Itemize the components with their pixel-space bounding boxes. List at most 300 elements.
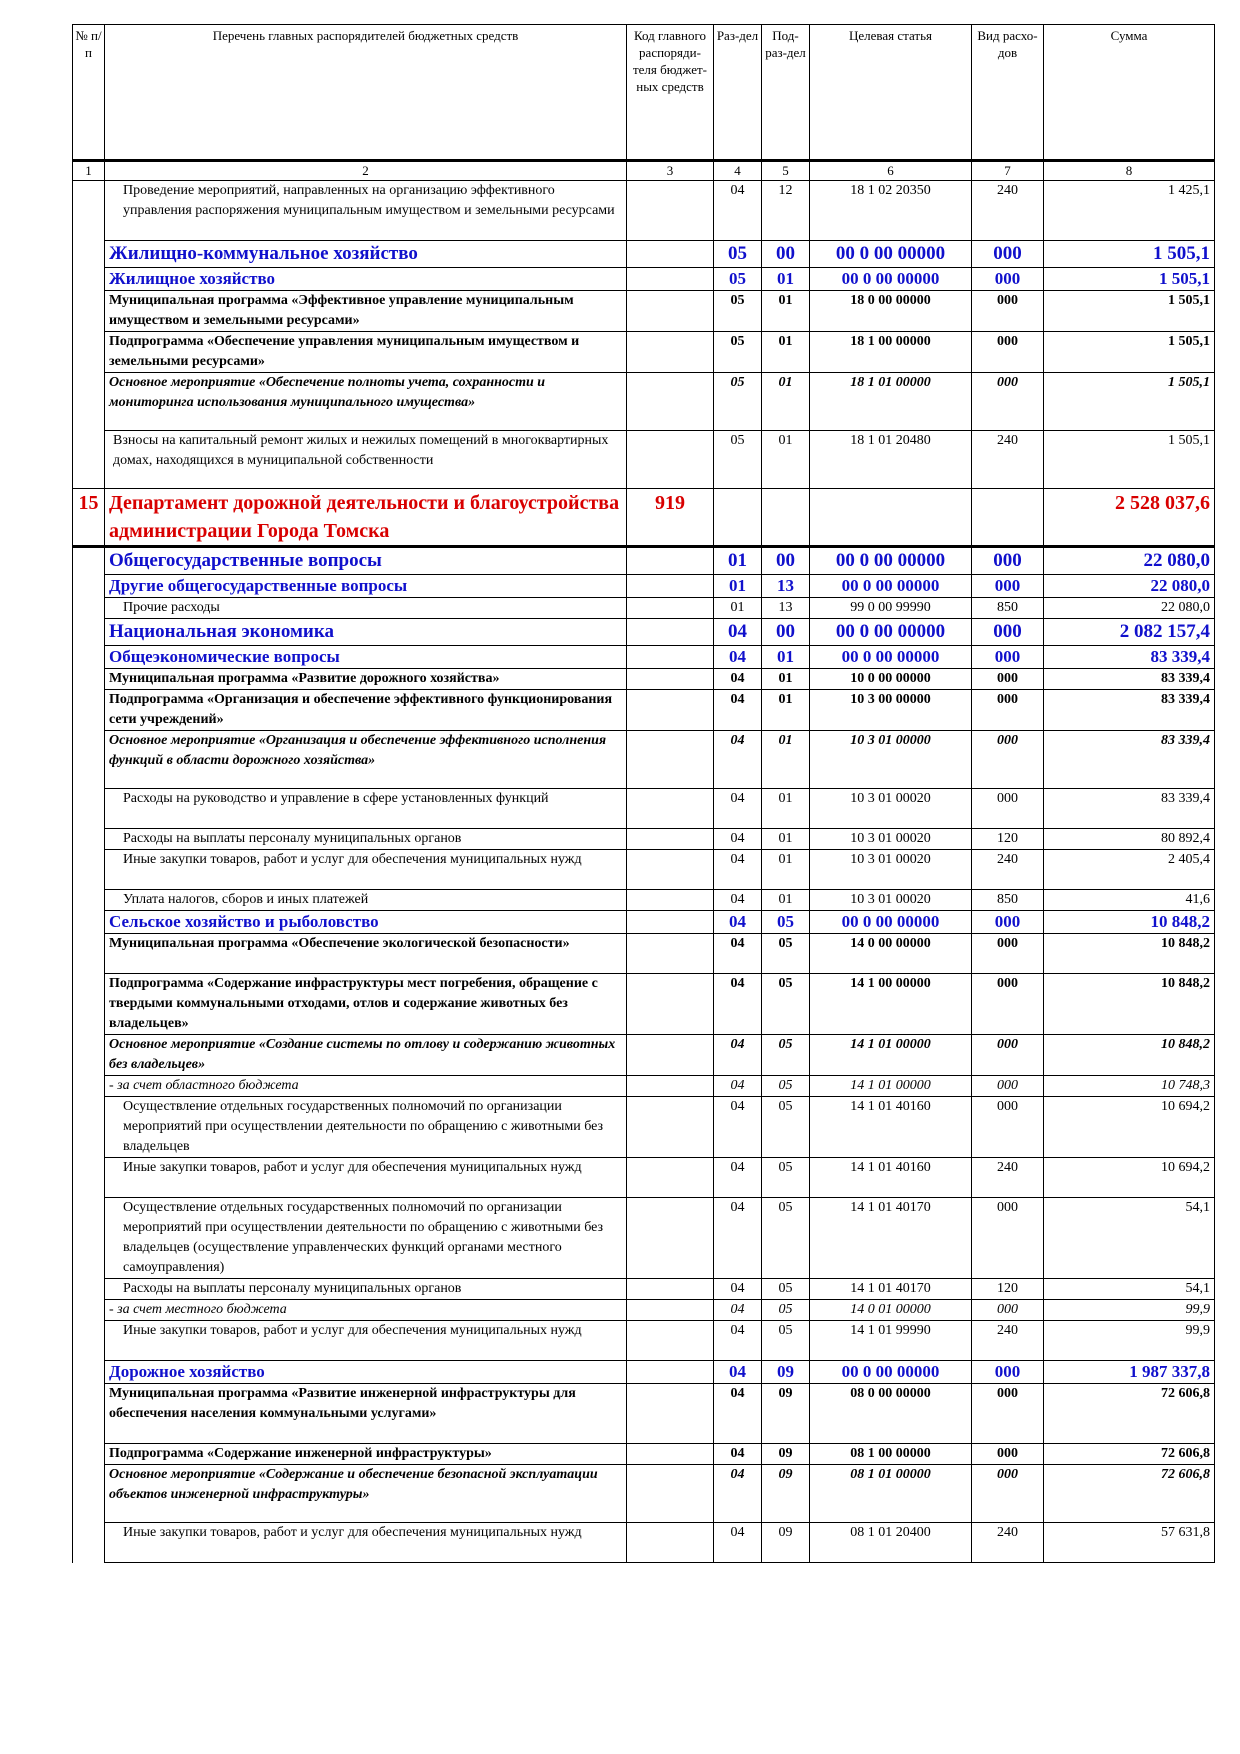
cell-code: [627, 731, 714, 789]
cell-article: 18 1 01 00000: [810, 373, 972, 431]
cell-sum: 10 848,2: [1044, 974, 1215, 1035]
cell-name: Подпрограмма «Содержание инженерной инфраструктуры»: [105, 1444, 627, 1465]
cell-num: [73, 1158, 105, 1198]
cell-article: 14 1 01 00000: [810, 1076, 972, 1097]
cell-code: [627, 619, 714, 646]
cell-sum: 83 339,4: [1044, 731, 1215, 789]
cell-razdel: 04: [714, 646, 762, 669]
cell-razdel: 04: [714, 1035, 762, 1076]
cell-article: 14 1 01 99990: [810, 1321, 972, 1361]
cell-vid: 000: [972, 241, 1044, 268]
cell-vid: 000: [972, 1035, 1044, 1076]
cell-num: [73, 1444, 105, 1465]
cell-podrazdel: 05: [762, 911, 810, 934]
cell-code: [627, 1465, 714, 1523]
table-header-row: [73, 25, 1215, 161]
cell-sum: 57 631,8: [1044, 1523, 1215, 1563]
cell-razdel: 04: [714, 1523, 762, 1563]
cell-razdel: 04: [714, 1321, 762, 1361]
cell-podrazdel: 09: [762, 1384, 810, 1444]
table-row: [73, 690, 1215, 731]
table-row: [73, 829, 1215, 850]
cell-vid: 240: [972, 181, 1044, 241]
table-row: [73, 1076, 1215, 1097]
cell-vid: 000: [972, 789, 1044, 829]
column-number-row: [73, 161, 1215, 181]
cell-article: 08 1 01 00000: [810, 1465, 972, 1523]
cell-article: 14 1 00 00000: [810, 974, 972, 1035]
cell-article: 10 3 00 00000: [810, 690, 972, 731]
cell-name: Расходы на выплаты персоналу муниципальных органов: [105, 1279, 627, 1300]
cell-sum: 10 848,2: [1044, 911, 1215, 934]
cell-podrazdel: 09: [762, 1361, 810, 1384]
cell-vid: 000: [972, 911, 1044, 934]
cell-podrazdel: 05: [762, 1035, 810, 1076]
cell-name: Расходы на руководство и управление в сфере установленных функций: [105, 789, 627, 829]
cell-razdel: 05: [714, 431, 762, 489]
cell-article: 14 1 01 40170: [810, 1198, 972, 1279]
table-row: [73, 489, 1215, 547]
cell-podrazdel: 01: [762, 850, 810, 890]
cell-num: [73, 731, 105, 789]
cell-article: 08 1 00 00000: [810, 1444, 972, 1465]
cell-num: [73, 598, 105, 619]
column-number: 7: [972, 161, 1044, 181]
cell-vid: 240: [972, 1158, 1044, 1198]
cell-name: Жилищное хозяйство: [105, 268, 627, 291]
cell-article: 00 0 00 00000: [810, 575, 972, 598]
cell-article: 99 0 00 99990: [810, 598, 972, 619]
cell-code: [627, 850, 714, 890]
cell-sum: 99,9: [1044, 1321, 1215, 1361]
cell-vid: 000: [972, 934, 1044, 974]
cell-sum: 83 339,4: [1044, 789, 1215, 829]
cell-podrazdel: 09: [762, 1465, 810, 1523]
table-row: [73, 181, 1215, 241]
cell-razdel: 05: [714, 268, 762, 291]
cell-name: Другие общегосударственные вопросы: [105, 575, 627, 598]
cell-article: 00 0 00 00000: [810, 646, 972, 669]
cell-num: [73, 1321, 105, 1361]
cell-name: Осуществление отдельных государственных полномочий по организации мероприятий при осуществлении деятельности по обращению с животными без владельцев: [105, 1097, 627, 1158]
table-row: [73, 789, 1215, 829]
cell-name: Основное мероприятие «Обеспечение полноты учета, сохранности и мониторинга использования муниципального имущества»: [105, 373, 627, 431]
cell-podrazdel: 05: [762, 1279, 810, 1300]
cell-vid: 000: [972, 1384, 1044, 1444]
cell-num: [73, 332, 105, 373]
cell-article: 10 3 01 00020: [810, 890, 972, 911]
cell-code: [627, 911, 714, 934]
cell-num: [73, 619, 105, 646]
budget-table-sheet: [72, 24, 1214, 1563]
table-row: [73, 1444, 1215, 1465]
cell-podrazdel: 05: [762, 1076, 810, 1097]
cell-razdel: 04: [714, 829, 762, 850]
table-row: [73, 1321, 1215, 1361]
cell-article: 14 1 01 40160: [810, 1158, 972, 1198]
cell-num: [73, 789, 105, 829]
cell-sum: 41,6: [1044, 890, 1215, 911]
table-row: [73, 1279, 1215, 1300]
cell-vid: 000: [972, 731, 1044, 789]
cell-vid: 000: [972, 974, 1044, 1035]
cell-razdel: 01: [714, 575, 762, 598]
cell-vid: 000: [972, 690, 1044, 731]
cell-razdel: 04: [714, 1158, 762, 1198]
column-number: 3: [627, 161, 714, 181]
cell-article: 14 1 01 40160: [810, 1097, 972, 1158]
cell-vid: 850: [972, 890, 1044, 911]
cell-code: [627, 934, 714, 974]
table-row: [73, 850, 1215, 890]
cell-article: 00 0 00 00000: [810, 547, 972, 575]
cell-num: [73, 669, 105, 690]
cell-article: 00 0 00 00000: [810, 268, 972, 291]
cell-razdel: 04: [714, 934, 762, 974]
cell-vid: 120: [972, 829, 1044, 850]
cell-podrazdel: 09: [762, 1523, 810, 1563]
cell-razdel: 04: [714, 690, 762, 731]
cell-vid: 000: [972, 268, 1044, 291]
cell-code: [627, 373, 714, 431]
cell-razdel: [714, 489, 762, 547]
cell-name: Иные закупки товаров, работ и услуг для обеспечения муниципальных нужд: [105, 1523, 627, 1563]
cell-code: [627, 1076, 714, 1097]
cell-num: [73, 291, 105, 332]
cell-podrazdel: 09: [762, 1444, 810, 1465]
cell-podrazdel: 13: [762, 575, 810, 598]
cell-article: 08 0 00 00000: [810, 1384, 972, 1444]
table-row: [73, 646, 1215, 669]
header-sum: Сумма: [1044, 25, 1215, 161]
cell-vid: 000: [972, 619, 1044, 646]
table-row: [73, 1035, 1215, 1076]
cell-podrazdel: 12: [762, 181, 810, 241]
cell-podrazdel: 05: [762, 1321, 810, 1361]
cell-razdel: 05: [714, 291, 762, 332]
cell-sum: 10 848,2: [1044, 934, 1215, 974]
cell-vid: 000: [972, 1465, 1044, 1523]
cell-podrazdel: 05: [762, 1097, 810, 1158]
cell-sum: 72 606,8: [1044, 1465, 1215, 1523]
cell-code: [627, 1279, 714, 1300]
cell-sum: 1 505,1: [1044, 241, 1215, 268]
cell-podrazdel: 01: [762, 690, 810, 731]
cell-name: Подпрограмма «Организация и обеспечение эффективного функционирования сети учреждений»: [105, 690, 627, 731]
cell-sum: 83 339,4: [1044, 690, 1215, 731]
cell-podrazdel: 01: [762, 731, 810, 789]
cell-name: Общеэкономические вопросы: [105, 646, 627, 669]
cell-sum: 2 082 157,4: [1044, 619, 1215, 646]
table-row: [73, 1361, 1215, 1384]
cell-name: Муниципальная программа «Развитие инженерной инфраструктуры для обеспечения населения коммунальными услугами»: [105, 1384, 627, 1444]
cell-code: [627, 890, 714, 911]
cell-name: Прочие расходы: [105, 598, 627, 619]
cell-code: [627, 1300, 714, 1321]
cell-article: 00 0 00 00000: [810, 619, 972, 646]
cell-code: [627, 181, 714, 241]
header-num: № п/п: [73, 25, 105, 161]
cell-podrazdel: 00: [762, 619, 810, 646]
cell-vid: 000: [972, 1361, 1044, 1384]
cell-code: [627, 1444, 714, 1465]
table-row: [73, 619, 1215, 646]
cell-code: [627, 829, 714, 850]
cell-podrazdel: 01: [762, 646, 810, 669]
cell-name: Основное мероприятие «Организация и обеспечение эффективного исполнения функций в области дорожного хозяйства»: [105, 731, 627, 789]
table-row: [73, 731, 1215, 789]
cell-vid: 000: [972, 1444, 1044, 1465]
cell-vid: 240: [972, 1523, 1044, 1563]
cell-name: Муниципальная программа «Развитие дорожного хозяйства»: [105, 669, 627, 690]
cell-vid: 000: [972, 373, 1044, 431]
cell-podrazdel: 01: [762, 669, 810, 690]
cell-article: 10 0 00 00000: [810, 669, 972, 690]
cell-num: [73, 1384, 105, 1444]
cell-code: [627, 575, 714, 598]
cell-article: 00 0 00 00000: [810, 241, 972, 268]
column-number: 2: [105, 161, 627, 181]
cell-name: Расходы на выплаты персоналу муниципальных органов: [105, 829, 627, 850]
cell-podrazdel: 05: [762, 1158, 810, 1198]
cell-num: [73, 890, 105, 911]
cell-num: [73, 1198, 105, 1279]
cell-article: 14 0 01 00000: [810, 1300, 972, 1321]
cell-name: Взносы на капитальный ремонт жилых и нежилых помещений в многоквартирных домах, находящихся в муниципальной собственности: [105, 431, 627, 489]
cell-podrazdel: 01: [762, 373, 810, 431]
cell-name: - за счет областного бюджета: [105, 1076, 627, 1097]
cell-num: [73, 690, 105, 731]
cell-podrazdel: 13: [762, 598, 810, 619]
table-row: [73, 934, 1215, 974]
cell-podrazdel: 05: [762, 974, 810, 1035]
cell-razdel: 04: [714, 1198, 762, 1279]
cell-sum: 99,9: [1044, 1300, 1215, 1321]
cell-num: 15: [73, 489, 105, 547]
cell-sum: 83 339,4: [1044, 669, 1215, 690]
header-podrazdel: Под-раз-дел: [762, 25, 810, 161]
cell-vid: 000: [972, 291, 1044, 332]
table-row: [73, 575, 1215, 598]
column-number: 5: [762, 161, 810, 181]
cell-article: 10 3 01 00020: [810, 789, 972, 829]
cell-sum: 2 405,4: [1044, 850, 1215, 890]
cell-code: [627, 1158, 714, 1198]
cell-name: Жилищно-коммунальное хозяйство: [105, 241, 627, 268]
cell-name: Осуществление отдельных государственных полномочий по организации мероприятий при осуществлении деятельности по обращению с животными без владельцев (осуществление управленческих функций органами местного самоуправления): [105, 1198, 627, 1279]
table-row: [73, 598, 1215, 619]
cell-sum: 10 694,2: [1044, 1097, 1215, 1158]
cell-podrazdel: 05: [762, 1198, 810, 1279]
header-vid: Вид расхо-дов: [972, 25, 1044, 161]
cell-razdel: 05: [714, 241, 762, 268]
cell-podrazdel: 05: [762, 934, 810, 974]
header-name: Перечень главных распорядителей бюджетных средств: [105, 25, 627, 161]
cell-vid: 000: [972, 575, 1044, 598]
cell-name: Муниципальная программа «Обеспечение экологической безопасности»: [105, 934, 627, 974]
cell-code: [627, 974, 714, 1035]
cell-article: 18 1 02 20350: [810, 181, 972, 241]
cell-code: [627, 1321, 714, 1361]
table-body: [73, 181, 1215, 1563]
cell-num: [73, 974, 105, 1035]
cell-article: 00 0 00 00000: [810, 911, 972, 934]
cell-name: Общегосударственные вопросы: [105, 547, 627, 575]
cell-article: 18 1 01 20480: [810, 431, 972, 489]
cell-vid: 000: [972, 1097, 1044, 1158]
cell-num: [73, 1279, 105, 1300]
cell-name: Национальная экономика: [105, 619, 627, 646]
header-code: Код главного распоряди-теля бюджет-ных средств: [627, 25, 714, 161]
table-row: [73, 547, 1215, 575]
cell-num: [73, 1361, 105, 1384]
cell-name: Подпрограмма «Содержание инфраструктуры мест погребения, обращение с твердыми коммунальными отходами, отлов и содержание животных без владельцев»: [105, 974, 627, 1035]
cell-razdel: 05: [714, 373, 762, 431]
cell-razdel: 04: [714, 1444, 762, 1465]
cell-name: Сельское хозяйство и рыболовство: [105, 911, 627, 934]
cell-code: 919: [627, 489, 714, 547]
cell-code: [627, 690, 714, 731]
cell-code: [627, 1035, 714, 1076]
cell-num: [73, 850, 105, 890]
cell-article: 18 0 00 00000: [810, 291, 972, 332]
table-row: [73, 431, 1215, 489]
cell-name: Дорожное хозяйство: [105, 1361, 627, 1384]
cell-razdel: 04: [714, 1279, 762, 1300]
cell-podrazdel: 01: [762, 829, 810, 850]
cell-name: Подпрограмма «Обеспечение управления муниципальным имуществом и земельными ресурсами»: [105, 332, 627, 373]
cell-sum: 1 505,1: [1044, 291, 1215, 332]
cell-num: [73, 1300, 105, 1321]
cell-code: [627, 332, 714, 373]
cell-sum: 1 505,1: [1044, 373, 1215, 431]
cell-name: - за счет местного бюджета: [105, 1300, 627, 1321]
cell-podrazdel: 01: [762, 268, 810, 291]
cell-vid: 000: [972, 1198, 1044, 1279]
cell-sum: 22 080,0: [1044, 547, 1215, 575]
cell-name: Основное мероприятие «Создание системы по отлову и содержанию животных без владельцев»: [105, 1035, 627, 1076]
cell-sum: 54,1: [1044, 1198, 1215, 1279]
cell-sum: 10 694,2: [1044, 1158, 1215, 1198]
cell-sum: 10 848,2: [1044, 1035, 1215, 1076]
cell-num: [73, 911, 105, 934]
table-row: [73, 291, 1215, 332]
cell-num: [73, 431, 105, 489]
cell-article: 14 1 01 40170: [810, 1279, 972, 1300]
table-row: [73, 1465, 1215, 1523]
cell-code: [627, 547, 714, 575]
cell-name: Основное мероприятие «Содержание и обеспечение безопасной эксплуатации объектов инженерной инфраструктуры»: [105, 1465, 627, 1523]
cell-code: [627, 1097, 714, 1158]
cell-num: [73, 241, 105, 268]
table-row: [73, 1198, 1215, 1279]
cell-podrazdel: 05: [762, 1300, 810, 1321]
cell-podrazdel: 01: [762, 890, 810, 911]
cell-vid: [972, 489, 1044, 547]
cell-name: Муниципальная программа «Эффективное управление муниципальным имуществом и земельными ресурсами»: [105, 291, 627, 332]
cell-vid: 850: [972, 598, 1044, 619]
cell-razdel: 04: [714, 1384, 762, 1444]
cell-razdel: 01: [714, 547, 762, 575]
cell-razdel: 04: [714, 1465, 762, 1523]
cell-razdel: 04: [714, 731, 762, 789]
header-razdel: Раз-дел: [714, 25, 762, 161]
cell-podrazdel: 01: [762, 789, 810, 829]
cell-num: [73, 268, 105, 291]
table-row: [73, 1384, 1215, 1444]
cell-razdel: 04: [714, 1300, 762, 1321]
cell-code: [627, 1198, 714, 1279]
cell-podrazdel: [762, 489, 810, 547]
cell-name: Департамент дорожной деятельности и благоустройства администрации Города Томска: [105, 489, 627, 547]
cell-razdel: 05: [714, 332, 762, 373]
cell-razdel: 01: [714, 598, 762, 619]
cell-code: [627, 241, 714, 268]
cell-sum: 1 425,1: [1044, 181, 1215, 241]
cell-vid: 240: [972, 1321, 1044, 1361]
cell-podrazdel: 01: [762, 332, 810, 373]
cell-name: Иные закупки товаров, работ и услуг для обеспечения муниципальных нужд: [105, 1321, 627, 1361]
cell-vid: 000: [972, 1076, 1044, 1097]
cell-vid: 000: [972, 332, 1044, 373]
cell-article: 08 1 01 20400: [810, 1523, 972, 1563]
cell-num: [73, 1465, 105, 1523]
cell-article: 18 1 00 00000: [810, 332, 972, 373]
budget-table: [72, 24, 1215, 1563]
cell-name: Иные закупки товаров, работ и услуг для обеспечения муниципальных нужд: [105, 1158, 627, 1198]
cell-sum: 1 505,1: [1044, 268, 1215, 291]
cell-razdel: 04: [714, 974, 762, 1035]
cell-razdel: 04: [714, 1361, 762, 1384]
cell-sum: 22 080,0: [1044, 575, 1215, 598]
cell-vid: 000: [972, 646, 1044, 669]
cell-sum: 10 748,3: [1044, 1076, 1215, 1097]
cell-code: [627, 1361, 714, 1384]
cell-article: 14 1 01 00000: [810, 1035, 972, 1076]
cell-vid: 240: [972, 850, 1044, 890]
cell-razdel: 04: [714, 669, 762, 690]
cell-article: 14 0 00 00000: [810, 934, 972, 974]
cell-article: 10 3 01 00020: [810, 829, 972, 850]
cell-razdel: 04: [714, 789, 762, 829]
cell-razdel: 04: [714, 890, 762, 911]
cell-code: [627, 598, 714, 619]
header-article: Целевая статья: [810, 25, 972, 161]
table-row: [73, 974, 1215, 1035]
cell-razdel: 04: [714, 619, 762, 646]
table-row: [73, 241, 1215, 268]
cell-podrazdel: 01: [762, 291, 810, 332]
table-row: [73, 373, 1215, 431]
table-row: [73, 1300, 1215, 1321]
cell-article: 10 3 01 00000: [810, 731, 972, 789]
cell-code: [627, 646, 714, 669]
table-row: [73, 911, 1215, 934]
cell-vid: 240: [972, 431, 1044, 489]
cell-num: [73, 1035, 105, 1076]
column-number: 4: [714, 161, 762, 181]
table-row: [73, 890, 1215, 911]
cell-name: Уплата налогов, сборов и иных платежей: [105, 890, 627, 911]
cell-razdel: 04: [714, 1097, 762, 1158]
table-row: [73, 268, 1215, 291]
cell-sum: 1 505,1: [1044, 332, 1215, 373]
cell-num: [73, 934, 105, 974]
cell-name: Проведение мероприятий, направленных на организацию эффективного управления распоряжения муниципальным имуществом и земельными ресурсами: [105, 181, 627, 241]
table-row: [73, 669, 1215, 690]
cell-code: [627, 268, 714, 291]
cell-sum: 54,1: [1044, 1279, 1215, 1300]
